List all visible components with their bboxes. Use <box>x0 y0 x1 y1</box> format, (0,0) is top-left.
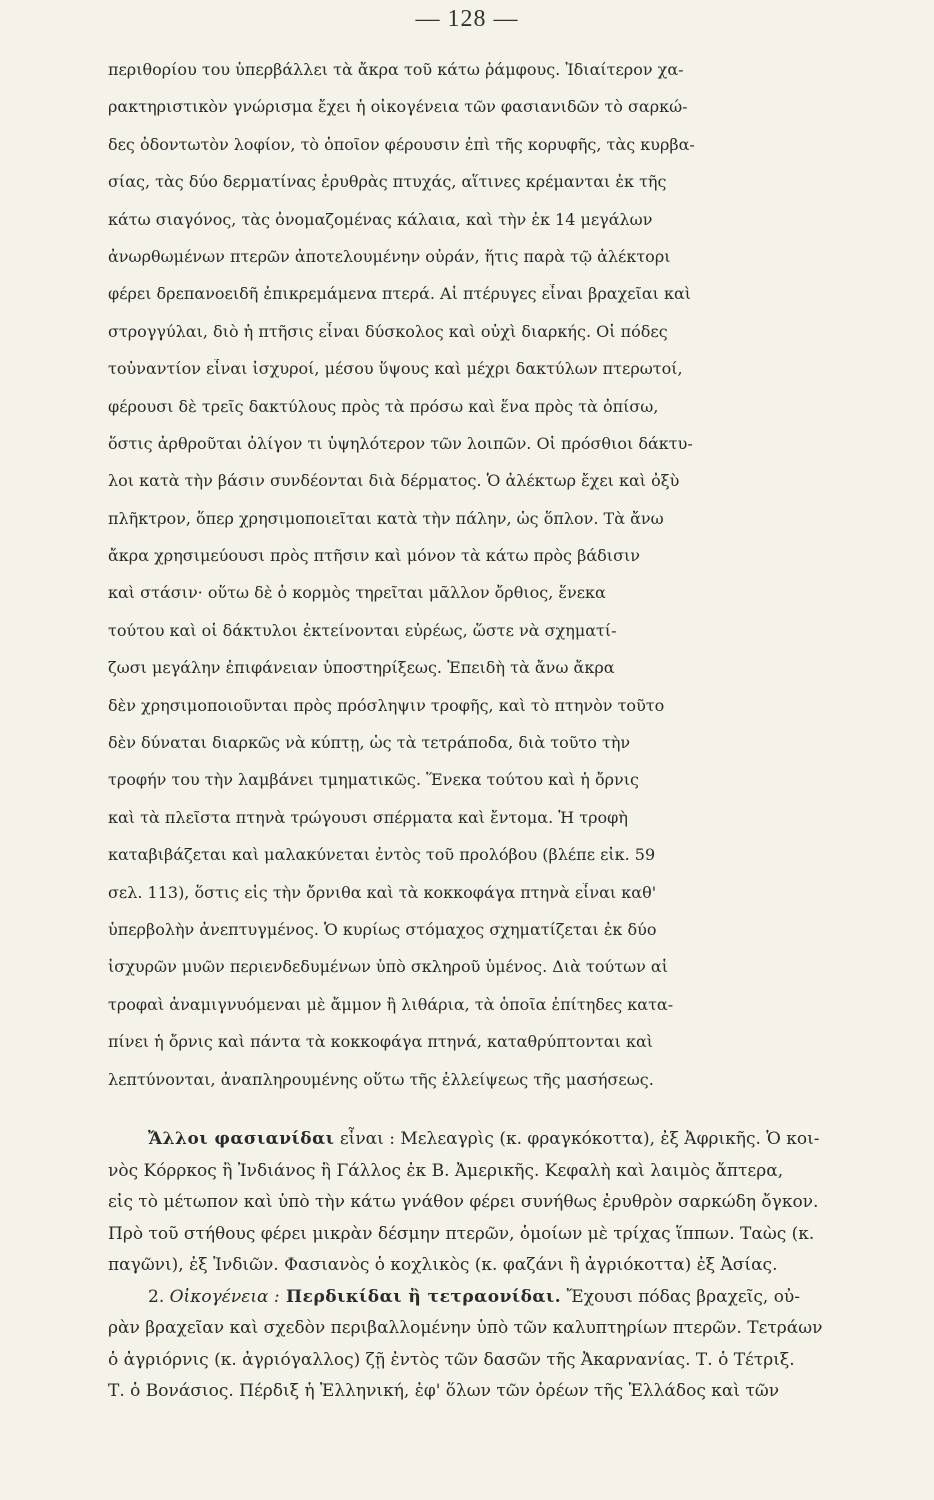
small-line <box>108 1282 906 1314</box>
text-line: δὲν δύναται διαρκῶς νὰ κύπτῃ, ὡς τὰ τετράποδα, διὰ τοῦτο τὴν <box>108 733 631 753</box>
text-line: περιθορίου του ὑπερβάλλει τὰ ἄκρα τοῦ κάτω ῥάμφους. Ἰδιαίτερον χα- <box>108 60 684 79</box>
small-line: ὁ ἀγριόρνις (κ. ἀγριόγαλλος) ζῇ ἐντὸς τῶν δασῶν τῆς Ἀκαρνανίας. Τ. ὁ Τέτριξ. <box>108 1349 795 1370</box>
text-line: ἄκρα χρησιμεύουσι πρὸς πτῆσιν καὶ μόνον τὰ κάτω πρὸς βάδισιν <box>108 546 640 566</box>
text-line: ὑπερβολὴν ἀνεπτυγμένος. Ὁ κυρίως στόμαχος σχηματίζεται ἐκ δύο <box>108 919 657 939</box>
section-number: 2. <box>148 1286 170 1307</box>
text-line: ρακτηριστικὸν γνώρισμα ἔχει ἡ οἰκογένεια τῶν φασιανιδῶν τὸ σαρκώ- <box>108 97 688 117</box>
text-line: λοι κατὰ τὴν βάσιν συνδέονται διὰ δέρματος. Ὁ ἀλέκτωρ ἔχει καὶ ὀξὺ <box>108 471 680 491</box>
small-line <box>108 1124 906 1156</box>
small-line: εἰς τὸ μέτωπον καὶ ὑπὸ τὴν κάτω γνάθον φέρει συνήθως ἐρυθρὸν σαρκώδη ὄγκον. <box>108 1192 819 1212</box>
text-line: τοὐναντίον εἶναι ἰσχυροί, μέσου ὕψους καὶ μέχρι δακτύλων πτερωτοί, <box>108 359 683 379</box>
text-line: σίας, τὰς δύο δερματίνας ἐρυθρὰς πτυχάς, αἵτινες κρέμανται ἐκ τῆς <box>108 172 667 192</box>
text-line: καὶ τὰ πλεῖστα πτηνὰ τρώγουσι σπέρματα καὶ ἔντομα. Ἡ τροφὴ <box>108 807 628 827</box>
text-line: στρογγύλαι, διὸ ἡ πτῆσις εἶναι δύσκολος καὶ οὐχὶ διαρκής. Οἱ πόδες <box>108 321 668 341</box>
text-line: λεπτύνονται, ἀναπληρουμένης οὕτω τῆς ἐλλείψεως τῆς μασήσεως. <box>108 1069 654 1089</box>
small-line: νὸς Κόρρκος ἢ Ἰνδιάνος ἢ Γάλλος ἐκ Β. Ἀμερικῆς. Κεφαλὴ καὶ λαιμὸς ἄπτερα, <box>108 1160 784 1181</box>
text-line: ἰσχυρῶν μυῶν περιενδεδυμένων ὑπὸ σκληροῦ ὑμένος. Διὰ τούτων αἱ <box>108 957 669 977</box>
text-line: τούτου καὶ οἱ δάκτυλοι ἐκτείνονται εὐρέως, ὥστε νὰ σχηματί- <box>108 620 617 640</box>
text-line: κάτω σιαγόνος, τὰς ὀνομαζομένας κάλαια, καὶ τὴν ἐκ 14 μεγάλων <box>108 209 653 229</box>
text-line: τροφήν του τὴν λαμβάνει τμηματικῶς. Ἕνεκα τούτου καὶ ἡ ὄρνις <box>108 770 639 790</box>
small-line-text: Ἔχουσι πόδας βραχεῖς, οὐ- <box>561 1286 801 1307</box>
text-line: φέρουσι δὲ τρεῖς δακτύλους πρὸς τὰ πρόσω καὶ ἕνα πρὸς τὰ ὀπίσω, <box>108 396 659 416</box>
text-line: πλῆκτρον, ὅπερ χρησιμοποιεῖται κατὰ τὴν πάλην, ὡς ὅπλον. Τὰ ἄνω <box>108 508 664 528</box>
text-line: καὶ στάσιν· οὕτω δὲ ὁ κορμὸς τηρεῖται μᾶλλον ὄρθιος, ἕνεκα <box>108 583 606 603</box>
small-line: παγῶνι), ἐξ Ἰνδιῶν. Φασιανὸς ὁ κοχλικὸς (κ. φαζάνι ἢ ἀγριόκοττα) ἐξ Ἀσίας. <box>108 1255 778 1275</box>
text-line: τροφαὶ ἀναμιγνυόμεναι μὲ ἄμμον ἢ λιθάρια, τὰ ὁποῖα ἐπίτηδες κατα- <box>108 994 674 1014</box>
subheading-perdicidae: Περδικίδαι ἢ τετραονίδαι. <box>279 1286 562 1307</box>
small-line: Πρὸ τοῦ στήθους φέρει μικρὰν δέσμην πτερῶν, ὁμοίων μὲ τρίχας ἵππων. Ταὼς (κ. <box>108 1223 815 1244</box>
text-line: σελ. 113), ὅστις εἰς τὴν ὄρνιθα καὶ τὰ κοκκοφάγα πτηνὰ εἶναι καθ' <box>108 882 657 902</box>
text-line: πίνει ἡ ὄρνις καὶ πάντα τὰ κοκκοφάγα πτηνά, καταθρύπτονται καὶ <box>108 1032 654 1052</box>
text-line: δες ὀδοντωτὸν λοφίον, τὸ ὁποῖον φέρουσιν ἐπὶ τῆς κορυφῆς, τὰς κυρβα- <box>108 134 695 154</box>
text-line: ζωσι μεγάλην ἐπιφάνειαν ὑποστηρίξεως. Ἐπειδὴ τὰ ἄνω ἄκρα <box>108 658 615 678</box>
page-number: — 128 — <box>415 6 519 32</box>
main-text-block <box>108 60 906 1107</box>
small-line: ρὰν βραχεῖαν καὶ σχεδὸν περιβαλλομένην ὑπὸ τῶν καλυπτηρίων πτερῶν. Τετράων <box>108 1318 823 1338</box>
text-line: καταβιβάζεται καὶ μαλακύνεται ἐντὸς τοῦ προλόβου (βλέπε εἰκ. 59 <box>108 845 656 865</box>
subheading-other-phasianidae: Ἄλλοι φασιανίδαι <box>148 1129 335 1149</box>
small-line-text: εἶναι : Μελεαγρὶς (κ. φραγκόκοττα), ἐξ Ἀφρικῆς. Ὁ κοι- <box>334 1129 820 1149</box>
text-line: δὲν χρησιμοποιοῦνται πρὸς πρόσληψιν τροφῆς, καὶ τὸ πτηνὸν τοῦτο <box>108 695 665 715</box>
family-label: Οἰκογένεια : <box>169 1286 280 1307</box>
text-line: ὅστις ἀρθροῦται ὀλίγον τι ὑψηλότερον τῶν λοιπῶν. Οἱ πρόσθιοι δάκτυ- <box>108 433 693 453</box>
small-line: Τ. ὁ Βονάσιος. Πέρδιξ ἡ Ἑλληνική, ἐφ' ὅλων τῶν ὀρέων τῆς Ἑλλάδος καὶ τῶν <box>108 1381 780 1401</box>
text-line: φέρει δρεπανοειδῆ ἐπικρεμάμενα πτερά. Αἱ πτέρυγες εἶναι βραχεῖαι καὶ <box>108 284 692 304</box>
small-print-block <box>108 1124 906 1408</box>
text-line: ἀνωρθωμένων πτερῶν ἀποτελουμένην οὐράν, ἥτις παρὰ τῷ ἀλέκτορι <box>108 246 671 266</box>
